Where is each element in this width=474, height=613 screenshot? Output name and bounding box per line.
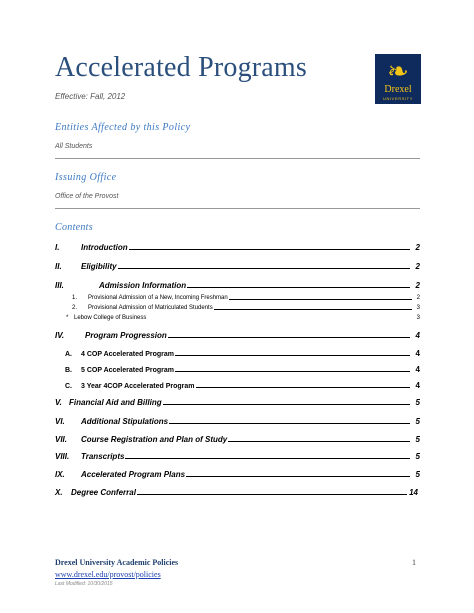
entities-body: All Students [55,143,93,150]
toc-page: 5 [415,435,420,444]
toc-label: 5 COP Accelerated Program [81,367,174,374]
toc-page: 2 [415,262,420,271]
toc-leader [118,268,410,269]
issuing-heading: Issuing Office [55,172,117,183]
toc-entry-introduction[interactable] [55,240,420,252]
issuing-body: Office of the Provost [55,193,119,200]
toc-subentry-lebow[interactable] [66,312,420,321]
page-title: Accelerated Programs [55,52,307,83]
toc-number: VI. [55,417,65,426]
toc-page: 3 [416,305,420,311]
toc-page: 5 [415,452,420,461]
toc-page: 5 [415,398,420,407]
toc-number: V. [55,398,62,407]
toc-page: 2 [415,243,420,252]
toc-label: Introduction [81,243,128,252]
toc-subentry-matriculated[interactable] [72,302,420,311]
toc-number: B. [65,367,72,374]
toc-page: 2 [416,295,420,301]
toc-number: 2. [72,305,78,311]
toc-page: 3 [416,315,420,321]
contents-heading: Contents [55,222,93,233]
section-divider [55,208,420,209]
policies-link[interactable]: www.drexel.edu/provost/policies [55,570,161,579]
toc-leader [186,476,410,477]
toc-entry-eligibility[interactable] [55,259,420,271]
toc-subentry-3year[interactable] [65,378,420,390]
toc-label: Provisional Admission of Matriculated Students [88,305,213,311]
toc-entry-additional-stipulations[interactable] [55,414,420,426]
toc-leader [187,287,410,288]
toc-page: 4 [415,381,420,390]
logo-wordmark: Drexel [384,84,412,95]
toc-number: VIII. [55,452,70,461]
toc-entry-financial-aid[interactable] [55,395,420,407]
toc-entry-transcripts[interactable] [55,449,420,461]
toc-number: VII. [55,435,68,444]
toc-leader [196,387,411,388]
toc-leader [137,494,407,495]
section-divider [55,158,420,159]
last-modified: Last Modified: 10/30/2015 [55,581,113,587]
toc-leader [175,371,410,372]
footer-title: Drexel University Academic Policies [55,558,179,567]
toc-label: Transcripts [81,452,125,461]
toc-label: Degree Conferral [71,488,136,497]
toc-label: Course Registration and Plan of Study [81,435,228,444]
toc-number: I. [55,243,60,252]
toc-leader [168,337,410,338]
toc-leader [214,309,412,310]
effective-date: Effective: Fall, 2012 [55,92,126,101]
toc-number: X. [55,488,63,497]
toc-page: 14 [409,488,418,497]
toc-label: Provisional Admission of a New, Incoming Freshman [88,295,228,301]
toc-entry-course-registration[interactable] [55,432,420,444]
university-logo [375,54,421,104]
toc-number: IV. [55,331,65,340]
toc-page: 4 [415,365,420,374]
toc-number: A. [65,351,72,358]
toc-subentry-4cop[interactable] [65,346,420,358]
entities-heading: Entities Affected by this Policy [55,122,191,133]
toc-label: Additional Stipulations [81,417,169,426]
toc-number: C. [65,383,72,390]
toc-label: Financial Aid and Billing [69,398,162,407]
toc-label: 4 COP Accelerated Program [81,351,174,358]
toc-leader [169,423,410,424]
toc-leader [125,458,410,459]
toc-leader [229,299,412,300]
toc-label: 3 Year 4COP Accelerated Program [81,383,195,390]
toc-label: Lebow College of Business [74,315,147,321]
toc-entry-degree-conferral[interactable] [55,485,418,497]
toc-label: Admission Information [99,281,187,290]
toc-leader [175,355,410,356]
toc-entry-admission-information[interactable] [55,278,420,290]
logo-subtext: UNIVERSITY [382,96,413,101]
toc-label: Eligibility [81,262,117,271]
toc-bullet: * [66,315,69,321]
toc-number: III. [55,281,64,290]
toc-number: 1. [72,295,78,301]
toc-label: Accelerated Program Plans [81,470,186,479]
dragon-icon: ❧ [387,57,409,87]
toc-leader [228,441,410,442]
toc-leader [163,404,410,405]
toc-label: Program Progression [85,331,167,340]
page-number: 1 [412,558,416,567]
toc-page: 5 [415,417,420,426]
toc-page: 2 [415,281,420,290]
toc-page: 4 [415,331,420,340]
toc-number: II. [55,262,62,271]
toc-page: 4 [415,349,420,358]
toc-page: 5 [415,470,420,479]
toc-entry-program-progression[interactable] [55,328,420,340]
toc-number: IX. [55,470,65,479]
toc-subentry-5cop[interactable] [65,362,420,374]
toc-entry-program-plans[interactable] [55,467,420,479]
toc-subentry-freshman[interactable] [72,292,420,301]
toc-leader [129,249,410,250]
